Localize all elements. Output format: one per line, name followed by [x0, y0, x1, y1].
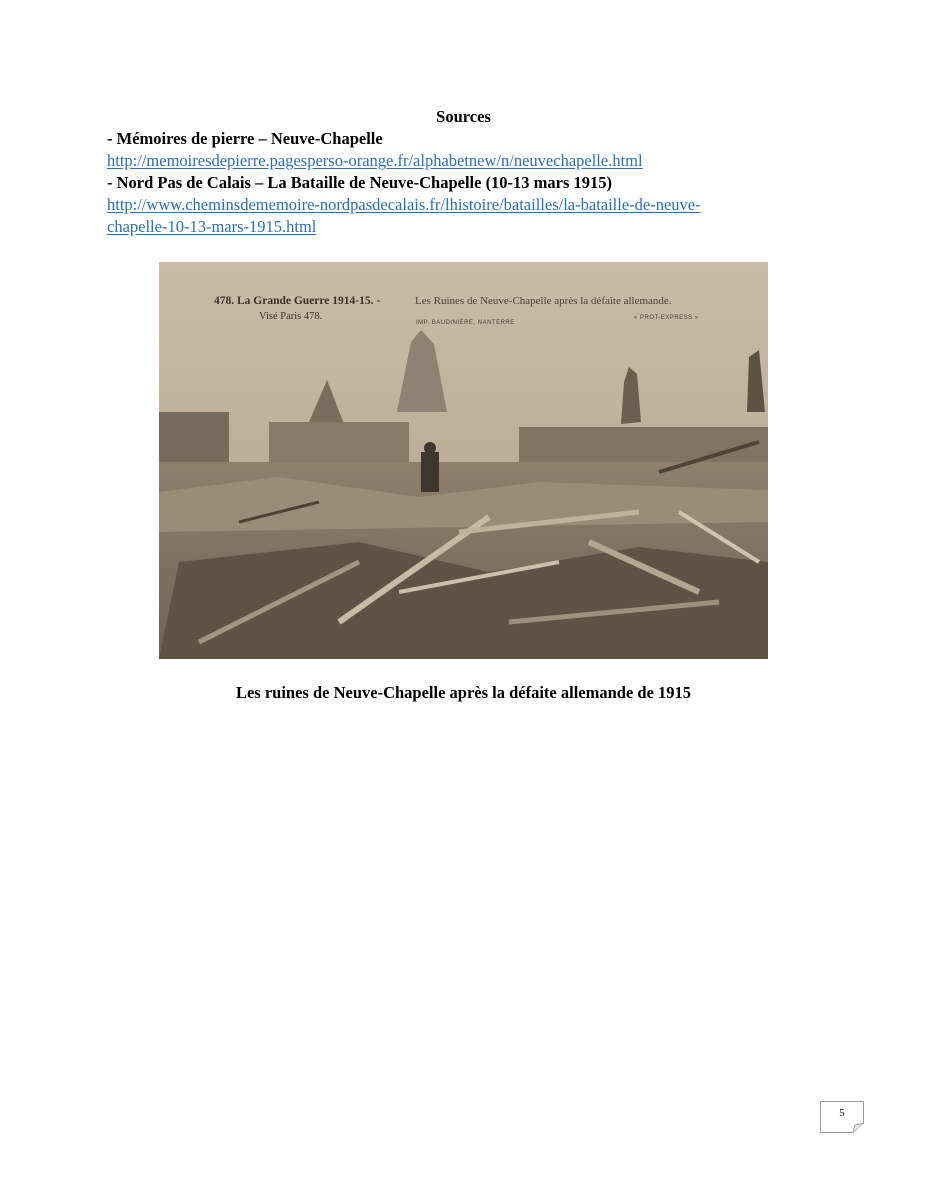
- page-number: 5: [839, 1107, 845, 1119]
- postcard-brand: « PROT-EXPRESS »: [634, 315, 699, 321]
- page-number-box: [820, 1101, 864, 1133]
- sources-heading: Sources: [436, 107, 491, 126]
- postcard-photo: [159, 262, 768, 659]
- source-link-cheminsdememoire-line2[interactable]: chapelle-10-13-mars-1915.html: [107, 217, 317, 236]
- source-title-memoires: - Mémoires de pierre – Neuve-Chapelle: [107, 129, 383, 148]
- sources-list: [107, 128, 807, 238]
- postcard-title-rest: Les Ruines de Neuve-Chapelle après la défaite allemande.: [415, 295, 672, 307]
- postcard-title-bold: 478. La Grande Guerre 1914-15. -: [214, 295, 381, 307]
- photo-caption: Les ruines de Neuve-Chapelle après la défaite allemande de 1915: [235, 683, 692, 702]
- source-link-memoires[interactable]: http://memoiresdepierre.pagesperso-orange.fr/alphabetnew/n/neuvechapelle.html: [107, 151, 643, 170]
- ruins-photograph: [159, 262, 768, 659]
- postcard-printer: IMP. BAUDINIÈRE, NANTERRE: [416, 320, 515, 326]
- postcard-vise: Visé Paris 478.: [259, 311, 323, 322]
- source-link-cheminsdememoire-line1[interactable]: http://www.cheminsdememoire-nordpasdecalais.fr/lhistoire/batailles/la-bataille-de-neuve-: [107, 195, 701, 214]
- source-title-nord-pas-de-calais: - Nord Pas de Calais – La Bataille de Neuve-Chapelle (10-13 mars 1915): [107, 173, 613, 192]
